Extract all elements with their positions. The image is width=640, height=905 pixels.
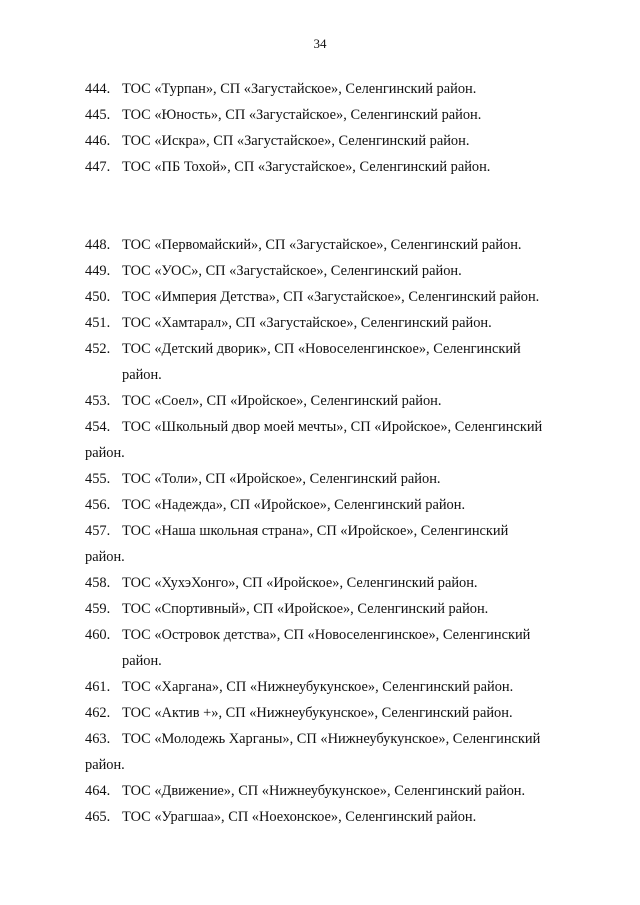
item-number: 456. [85,497,111,513]
item-text: ТОС «ХухэХонго», СП «Иройское», Селенгинский район. [122,575,478,591]
tos-list [0,76,640,830]
item-number: 461. [85,679,111,695]
list-item [0,700,640,726]
item-text: ТОС «Харгана», СП «Нижнеубукунское», Селенгинский район. [122,679,514,695]
item-continuation: район. [85,757,125,773]
item-number: 449. [85,263,111,279]
list-item [0,726,640,778]
item-text: ТОС «Школьный двор моей мечты», СП «Иройское», Селенгинский [122,419,543,435]
item-number: 454. [85,419,111,435]
list-item [0,336,640,388]
item-text: ТОС «Молодежь Харганы», СП «Нижнеубукунское», Селенгинский [122,731,541,747]
item-text: ТОС «Спортивный», СП «Иройское», Селенгинский район. [122,601,489,617]
list-item [0,128,640,154]
list-item [0,804,640,830]
list-item [0,258,640,284]
item-continuation: район. [85,445,125,461]
item-text: ТОС «Актив +», СП «Нижнеубукунское», Селенгинский район. [122,705,513,721]
item-text: ТОС «Первомайский», СП «Загустайское», Селенгинский район. [122,237,522,253]
list-item [0,284,640,310]
list-item [0,310,640,336]
item-text: ТОС «Искра», СП «Загустайское», Селенгинский район. [122,133,470,149]
list-item [0,596,640,622]
item-text: ТОС «Урагшаа», СП «Ноехонское», Селенгинский район. [122,809,477,825]
item-number: 452. [85,341,111,357]
list-item [0,414,640,466]
item-text: ТОС «Надежда», СП «Иройское», Селенгинский район. [122,497,466,513]
item-number: 457. [85,523,111,539]
list-item [0,518,640,570]
list-item [0,622,640,674]
item-number: 465. [85,809,111,825]
list-item [0,102,640,128]
item-number: 453. [85,393,111,409]
item-text: ТОС «Наша школьная страна», СП «Иройское», Селенгинский [122,523,509,539]
list-item [0,570,640,596]
list-item [0,778,640,804]
item-continuation: район. [122,367,162,383]
list-item [0,492,640,518]
item-number: 464. [85,783,111,799]
item-number: 458. [85,575,111,591]
item-text: ТОС «Юность», СП «Загустайское», Селенгинский район. [122,107,482,123]
item-text: ТОС «УОС», СП «Загустайское», Селенгинский район. [122,263,462,279]
item-text: ТОС «Империя Детства», СП «Загустайское», Селенгинский район. [122,289,540,305]
item-continuation: район. [122,653,162,669]
item-number: 448. [85,237,111,253]
item-text: ТОС «Турпан», СП «Загустайское», Селенгинский район. [122,81,477,97]
item-number: 460. [85,627,111,643]
item-text: ТОС «Толи», СП «Иройское», Селенгинский район. [122,471,441,487]
item-number: 455. [85,471,111,487]
item-text: ТОС «Соел», СП «Иройское», Селенгинский район. [122,393,442,409]
item-number: 447. [85,159,111,175]
list-item [0,466,640,492]
list-item [0,232,640,258]
item-number: 446. [85,133,111,149]
item-text: ТОС «ПБ Тохой», СП «Загустайское», Селенгинский район. [122,159,491,175]
page-number: 34 [313,36,327,51]
item-continuation: район. [85,549,125,565]
section-gap [0,180,640,232]
item-number: 450. [85,289,111,305]
item-number: 445. [85,107,111,123]
list-item [0,388,640,414]
item-text: ТОС «Детский дворик», СП «Новоселенгинское», Селенгинский [122,341,521,357]
list-item [0,154,640,180]
item-number: 444. [85,81,111,97]
item-number: 462. [85,705,111,721]
item-number: 463. [85,731,111,747]
list-item [0,674,640,700]
item-text: ТОС «Движение», СП «Нижнеубукунское», Селенгинский район. [122,783,526,799]
item-number: 459. [85,601,111,617]
list-item [0,76,640,102]
item-text: ТОС «Островок детства», СП «Новоселенгинское», Селенгинский [122,627,531,643]
item-text: ТОС «Хамтарал», СП «Загустайское», Селенгинский район. [122,315,492,331]
item-number: 451. [85,315,111,331]
